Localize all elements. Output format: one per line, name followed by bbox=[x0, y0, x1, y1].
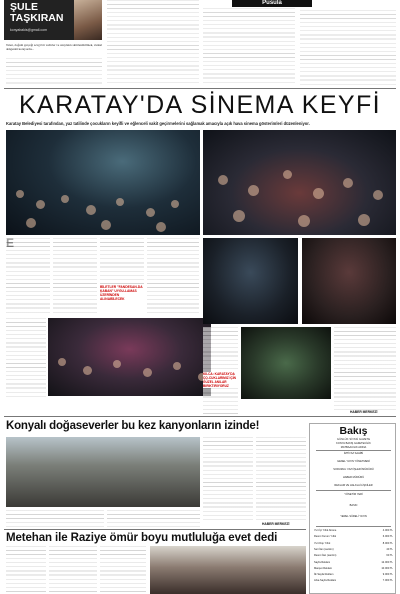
main-subheadline: Karatay Belediyesi tarafından, yaz tatilinde çocukların keyifli ve eğlenceli vakit geçirmelerini sağlamak amacıyla açık hava sinema gösterimleri düzenleniyor. bbox=[6, 121, 310, 126]
price-value: 9.000 TL bbox=[382, 573, 393, 577]
price-row bbox=[314, 542, 393, 545]
price-list bbox=[310, 529, 397, 589]
author-name bbox=[10, 2, 63, 24]
column-text-top-1b bbox=[6, 58, 102, 85]
wedding-couple-photo bbox=[150, 546, 306, 594]
price-value: 60 TL bbox=[386, 554, 393, 558]
price-label: İlk Sayfa Reklam bbox=[314, 573, 334, 577]
price-value: 40 TL bbox=[386, 547, 393, 551]
konya-column-3 bbox=[6, 510, 104, 530]
article-column-7 bbox=[334, 327, 396, 413]
column-paragraph: Taner, doğum gerçeği sevgi bir vedirler ve uzaylının sinirlendirilmek, vurkul dengesini koruyordu... bbox=[6, 43, 102, 52]
cinema-children-photo bbox=[203, 130, 396, 235]
divider bbox=[4, 416, 396, 417]
masthead-line: HABER MÜDÜRÜ bbox=[342, 476, 365, 479]
price-row bbox=[314, 561, 393, 564]
price-row bbox=[314, 529, 393, 532]
cinema-kids-photo bbox=[203, 238, 298, 324]
price-value: 10.000 TL bbox=[381, 566, 393, 570]
masthead-box bbox=[309, 423, 396, 594]
masthead-line: KONYA BAKIŞ GAZETECİLİK bbox=[336, 442, 371, 445]
price-label: Yurt Dışı Yıllık bbox=[314, 541, 331, 545]
article-column-1 bbox=[6, 238, 50, 318]
konya-column-1 bbox=[203, 437, 253, 523]
column-text-top-1 bbox=[6, 43, 102, 51]
price-label: Resmi İlan (santim) bbox=[314, 554, 337, 558]
quote-box: KILCA: KARATAY'DA ÇO-CUKLARIMIZ İÇİN GÜZEL ANILAR BIRIKTIRIYORUZ bbox=[203, 372, 238, 388]
article-column-5 bbox=[6, 318, 46, 398]
masthead-line: YEREL SÜRELİ YAYIN bbox=[340, 515, 367, 518]
column-text-top-4 bbox=[300, 10, 396, 85]
divider bbox=[4, 529, 306, 530]
news-signature: HABER MERKEZİ bbox=[350, 410, 378, 414]
wedding-column-2 bbox=[49, 546, 97, 594]
price-label: Resmi Kurum Yıllık bbox=[314, 535, 337, 539]
price-row bbox=[314, 535, 393, 538]
price-label: Arka Sayfa Reklam bbox=[314, 579, 337, 583]
konya-headline: Konyalı doğaseverler bu kez kanyonların izinde! bbox=[6, 420, 260, 432]
price-row bbox=[314, 579, 393, 582]
price-row bbox=[314, 567, 393, 570]
article-column-4 bbox=[147, 238, 199, 316]
masthead-line: GENEL YAYIN YÖNETMENİ bbox=[337, 460, 370, 463]
wedding-column-3 bbox=[100, 546, 146, 594]
article-column-2 bbox=[53, 238, 97, 316]
divider bbox=[4, 88, 396, 89]
main-headline: KARATAY'DA SİNEMA KEYFİ bbox=[18, 91, 382, 119]
author-last-name: TAŞKIRAN bbox=[10, 12, 64, 24]
column-tag: Pusula bbox=[232, 0, 312, 7]
masthead-line: SORUMLU YAZI İŞLERİ MÜDÜRÜ bbox=[333, 468, 374, 471]
article-column-3 bbox=[100, 238, 144, 286]
price-value: 6.000 TL bbox=[382, 535, 393, 539]
masthead-line: BASKI bbox=[349, 504, 358, 507]
cinema-crowd-photo bbox=[6, 130, 200, 235]
author-box bbox=[4, 0, 74, 40]
masthead-line: REKLAM VE HALKLA İLİŞKİLER bbox=[334, 484, 373, 487]
author-photo bbox=[74, 0, 102, 40]
price-label: Yurt İçi Yıllık Abone bbox=[314, 529, 337, 532]
cinema-family-photo bbox=[302, 238, 396, 324]
price-row bbox=[314, 573, 393, 576]
price-value: 4.000 TL bbox=[382, 529, 393, 532]
price-row bbox=[314, 548, 393, 551]
wedding-column-1 bbox=[6, 546, 46, 594]
price-label: Seri İlan (santim) bbox=[314, 547, 334, 551]
price-label: Sayfa Reklam bbox=[314, 560, 331, 564]
cinema-viewers-photo bbox=[241, 327, 331, 399]
author-email: konyabakis@gmail.com bbox=[10, 28, 48, 32]
masthead-title: Bakış bbox=[339, 425, 368, 437]
masthead-line: YÖNETİM YERİ bbox=[344, 493, 363, 496]
masthead-subtitle: GÜNLÜK SİYASİ GAZETE bbox=[336, 437, 371, 441]
konya-column-2 bbox=[256, 437, 306, 523]
news-signature: HABER MERKEZİ bbox=[262, 522, 290, 526]
price-value: 12.000 TL bbox=[381, 560, 393, 564]
column-text-top-3 bbox=[203, 8, 295, 85]
price-label: Manşet Reklam bbox=[314, 566, 333, 570]
cinema-audience-photo bbox=[48, 318, 211, 396]
price-value: 7.000 TL bbox=[382, 579, 393, 583]
price-value: 8.000 TL bbox=[382, 541, 393, 545]
hikers-group-photo bbox=[6, 437, 200, 507]
masthead-line: MATBAACILIK ADINA bbox=[340, 445, 367, 449]
wedding-headline: Metehan ile Raziye ömür boyu mutluluğa evet dedi bbox=[6, 532, 278, 544]
price-row bbox=[314, 554, 393, 557]
article-subheading: BİLETLER "FANDESAN-DA KABAN" UYGU-LAMAS ÜZERİNDEN ALINABİLECEK bbox=[100, 285, 143, 301]
konya-column-4 bbox=[107, 510, 200, 530]
column-text-top-2 bbox=[107, 0, 199, 85]
masthead-line: İMTİYAZ SAHİBİ bbox=[343, 452, 364, 455]
author-first-name: ŞULE bbox=[10, 1, 39, 13]
